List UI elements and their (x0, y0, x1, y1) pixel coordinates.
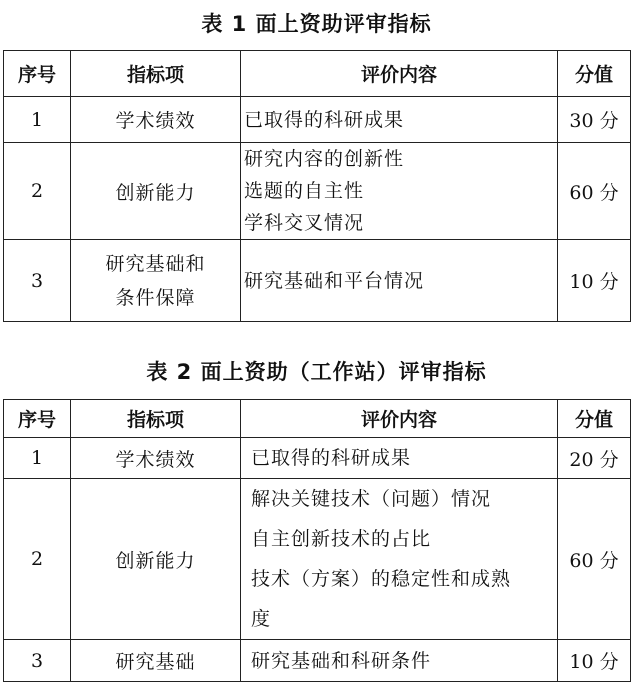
row-content (241, 143, 558, 240)
row-number: 1 (4, 438, 71, 479)
row-item-line: 学术绩效 (115, 110, 196, 132)
table-row (4, 240, 631, 322)
row-item (71, 143, 241, 240)
row-score: 20 分 (558, 438, 631, 479)
header-score: 分值 (558, 400, 631, 438)
row-item-line: 创新能力 (115, 181, 196, 204)
row-content-line: 选题的自主性 (244, 180, 365, 202)
row-content-line: 已取得的科研成果 (244, 108, 405, 131)
row-content (241, 479, 558, 640)
table1-title: 表 1 面上资助评审指标 (201, 12, 432, 36)
row-content-line: 技术（方案）的稳定性和成熟 (251, 568, 512, 590)
table-row (4, 479, 631, 640)
row-content-line: 研究基础和科研条件 (251, 649, 432, 672)
table-row (4, 438, 631, 479)
header-item: 指标项 (71, 51, 241, 97)
row-number: 3 (4, 240, 71, 322)
row-item-line: 创新能力 (115, 549, 196, 572)
row-number: 2 (4, 479, 71, 640)
row-content-line: 解决关键技术（问题）情况 (251, 488, 492, 510)
header-content: 评价内容 (241, 400, 558, 438)
row-content-line: 度 (251, 608, 272, 630)
table-row (4, 97, 631, 143)
row-content (241, 97, 558, 143)
row-item (71, 240, 241, 322)
row-number: 2 (4, 143, 71, 240)
row-content-line: 研究内容的创新性 (244, 148, 405, 170)
row-score: 10 分 (558, 240, 631, 322)
header-content: 评价内容 (241, 51, 558, 97)
row-score: 60 分 (558, 143, 631, 240)
row-score: 60 分 (558, 479, 631, 640)
table1 (3, 50, 631, 322)
table-header-row (4, 51, 631, 97)
row-item (71, 97, 241, 143)
row-content-line: 学科交叉情况 (244, 212, 365, 234)
row-score: 30 分 (558, 97, 631, 143)
header-item: 指标项 (71, 400, 241, 438)
row-content-line: 自主创新技术的占比 (251, 528, 432, 550)
row-content-line: 已取得的科研成果 (251, 447, 412, 469)
row-score: 10 分 (558, 640, 631, 682)
row-number: 3 (4, 640, 71, 682)
row-content (241, 240, 558, 322)
header-score: 分值 (558, 51, 631, 97)
row-item-line: 条件保障 (115, 286, 196, 309)
row-item (71, 640, 241, 682)
row-content (241, 438, 558, 479)
row-item-line: 学术绩效 (115, 448, 196, 471)
table-header-row (4, 400, 631, 438)
row-content (241, 640, 558, 682)
table-row (4, 640, 631, 682)
row-item-line: 研究基础 (115, 651, 196, 673)
header-number: 序号 (4, 400, 71, 438)
row-item-line: 研究基础和 (105, 252, 206, 275)
row-number: 1 (4, 97, 71, 143)
table2-title: 表 2 面上资助（工作站）评审指标 (146, 360, 487, 384)
header-number: 序号 (4, 51, 71, 97)
row-content-line: 研究基础和平台情况 (244, 269, 425, 292)
row-item (71, 479, 241, 640)
table-row (4, 143, 631, 240)
table2 (3, 399, 631, 682)
row-item (71, 438, 241, 479)
